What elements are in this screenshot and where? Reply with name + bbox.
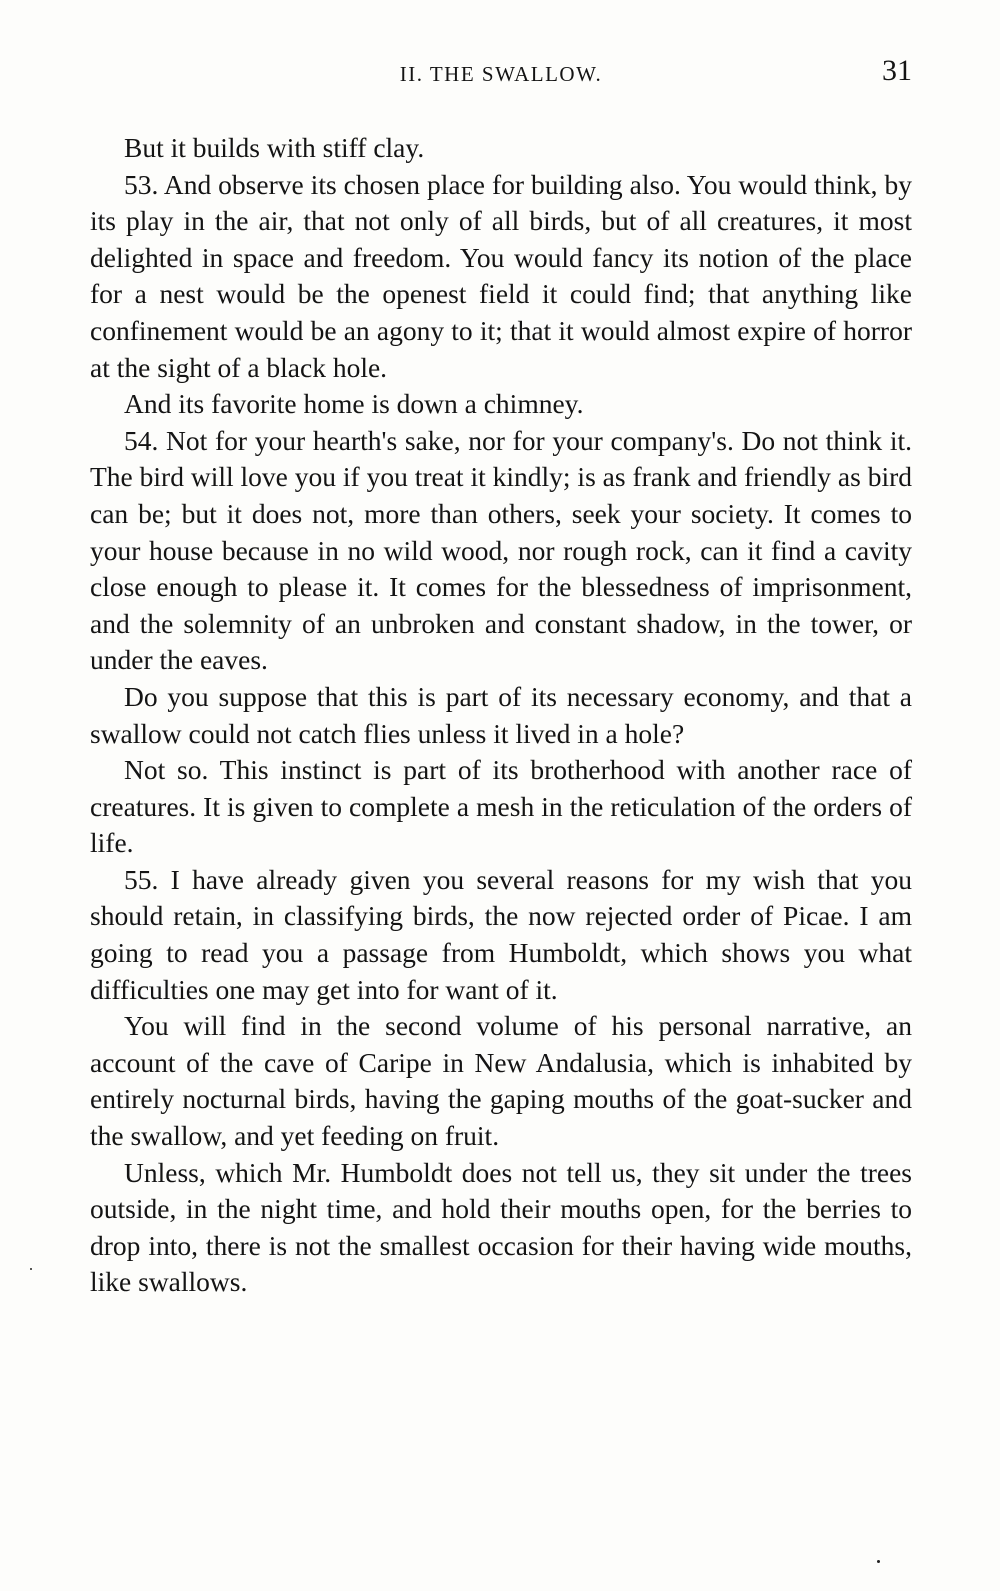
paragraph: 55. I have already given you several reasons for my wish that you should retain, in classifying birds, the now rejected order of Picae. I am going to read you a passage from Humboldt, which shows you what difficulties one may get into for want of it. bbox=[90, 863, 912, 1005]
running-title: II. THE SWALLOW. bbox=[399, 62, 603, 86]
paragraph: But it builds with stiff clay. bbox=[124, 132, 425, 163]
paragraph: And its favorite home is down a chimney. bbox=[124, 388, 584, 420]
paragraph: 53. And observe its chosen place for building also. You would think, by its play in the air, that not only of all birds, but of all creatures, it most delighted in space and freedom. You would fancy its notion of the place for a nest would be the openest field it could find; that anything like confinement would be an agony to it; that it would almost expire of horror at the sight of a black hole. bbox=[90, 168, 912, 383]
print-speck bbox=[30, 1268, 32, 1270]
print-speck bbox=[877, 1560, 880, 1563]
page-number: 31 bbox=[882, 54, 912, 87]
paragraph: Unless, which Mr. Humboldt does not tell us, they sit under the trees outside, in the night time, and hold their mouths open, for the berries to drop into, there is not the smallest occasion for their having wide mouths, like swallows. bbox=[90, 1156, 912, 1298]
body-text bbox=[90, 130, 912, 1301]
paragraph: Do you suppose that this is part of its necessary economy, and that a swallow could not catch flies unless it lived in a hole? bbox=[90, 680, 912, 749]
paragraph: 54. Not for your hearth's sake, nor for your company's. Do not think it. The bird will love you if you treat it kindly; is as frank and friendly as bird can be; but it does not, more than others, seek your society. It comes to your house because in no wild wood, nor rough rock, can it find a cavity close enough to please it. It comes for the blessedness of imprisonment, and the solemnity of an unbroken and constant shadow, in the tower, or under the eaves. bbox=[90, 424, 912, 676]
running-head bbox=[90, 54, 912, 90]
paragraph: Not so. This instinct is part of its brotherhood with another race of creatures. It is given to complete a mesh in the reticulation of the orders of life. bbox=[90, 754, 912, 859]
paragraph: You will find in the second volume of his personal narrative, an account of the cave of Caripe in New Andalusia, which is inhabited by entirely nocturnal birds, having the gaping mouths of the goat-sucker and the swallow, and yet feeding on fruit. bbox=[90, 1010, 912, 1152]
